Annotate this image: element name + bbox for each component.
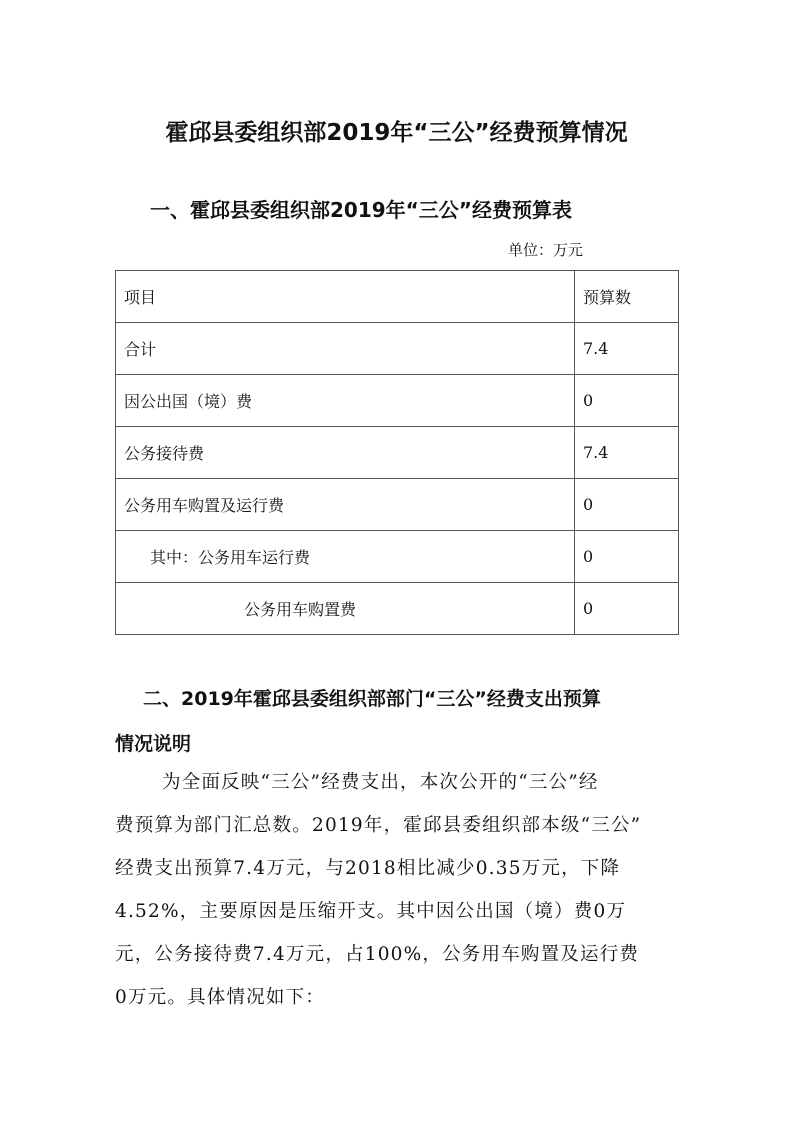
paragraph-line: 为全面反映“三公”经费支出，本次公开的“三公”经 (162, 772, 599, 793)
paragraph-line: 费预算为部门汇总数。2019年，霍邱县委组织部本级“三公” (115, 815, 642, 836)
row-item: 其中：公务用车运行费 (116, 531, 575, 583)
header-value: 预算数 (575, 271, 679, 323)
table-row (116, 583, 679, 635)
table-row (116, 375, 679, 427)
row-value: 0 (575, 531, 679, 583)
row-value: 7.4 (575, 427, 679, 479)
header-item: 项目 (116, 271, 575, 323)
row-value: 0 (575, 375, 679, 427)
document-title: 霍邱县委组织部2019年“三公”经费预算情况 (165, 120, 628, 146)
row-item: 公务用车购置及运行费 (116, 479, 575, 531)
table-header-row (116, 271, 679, 323)
row-value: 7.4 (575, 323, 679, 375)
row-item: 因公出国（境）费 (116, 375, 575, 427)
budget-table (115, 270, 679, 635)
paragraph-line: 0万元。具体情况如下： (115, 987, 325, 1008)
section1-heading: 一、霍邱县委组织部2019年“三公”经费预算表 (150, 198, 572, 222)
paragraph-line: 经费支出预算7.4万元，与2018相比减少0.35万元，下降 (115, 858, 621, 879)
row-item: 公务接待费 (116, 427, 575, 479)
table-row (116, 427, 679, 479)
paragraph-line: 元，公务接待费7.4万元，占100%，公务用车购置及运行费 (115, 944, 640, 965)
section2-heading-cont: 情况说明 (115, 733, 192, 755)
table-row (116, 479, 679, 531)
table-row (116, 531, 679, 583)
row-item: 公务用车购置费 (116, 583, 575, 635)
row-value: 0 (575, 479, 679, 531)
unit-label: 单位：万元 (508, 241, 584, 259)
row-value: 0 (575, 583, 679, 635)
row-item: 合计 (116, 323, 575, 375)
paragraph-line: 4.52%，主要原因是压缩开支。其中因公出国（境）费0万 (115, 901, 627, 922)
table-row (116, 323, 679, 375)
section2-heading: 二、2019年霍邱县委组织部部门“三公”经费支出预算 (143, 688, 601, 710)
